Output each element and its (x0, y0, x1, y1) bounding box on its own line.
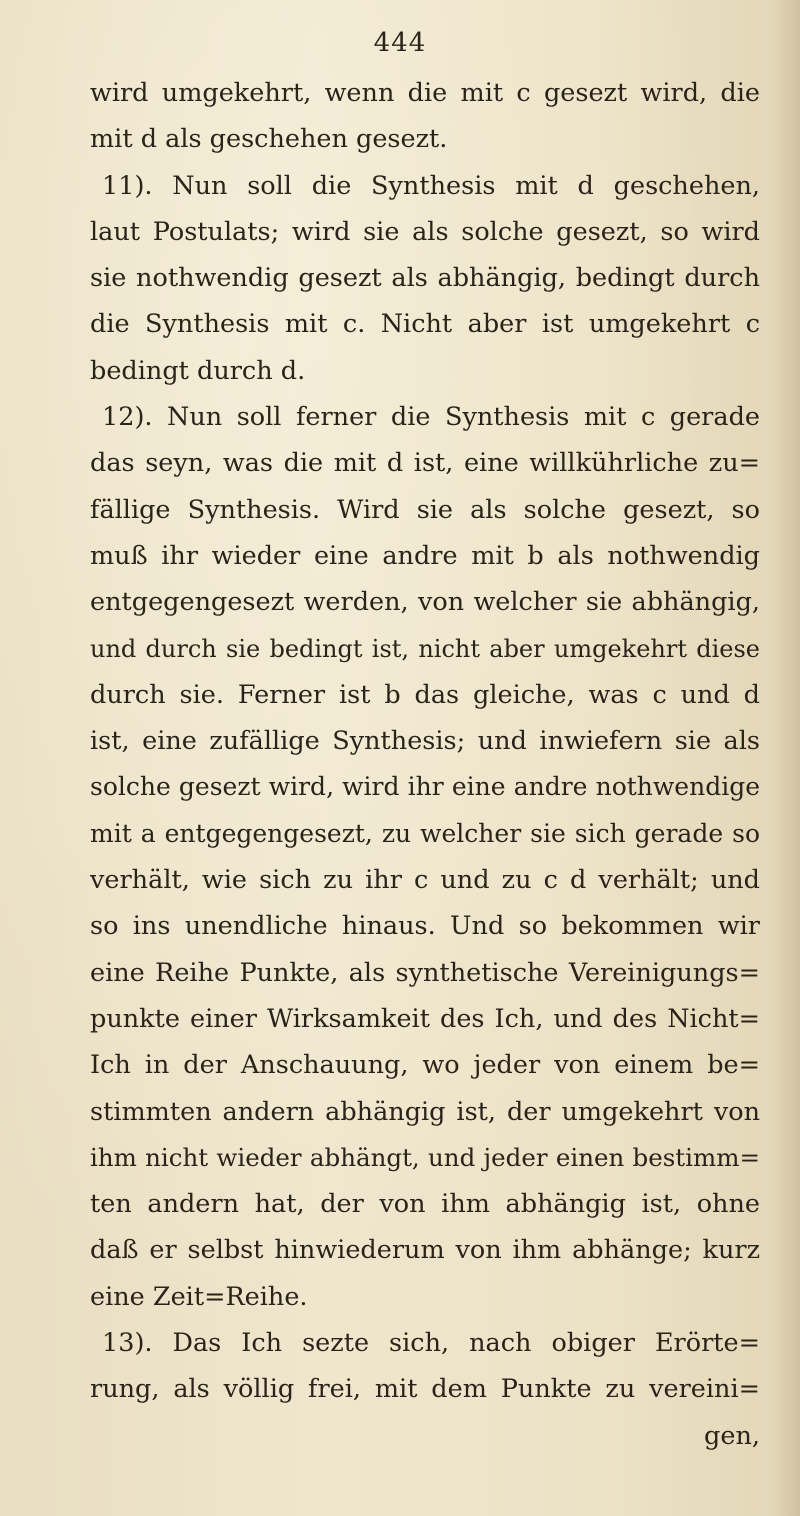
paragraph-13-start: 13). Das Ich sezte sich, nach obiger Erörte= (102, 1328, 760, 1359)
text-line: ihm nicht wieder abhängt, und jeder einen bestimm= (90, 1142, 760, 1172)
paragraph-12-start: 12). Nun soll ferner die Synthesis mit c gerade (102, 402, 760, 433)
text-line: mit a entgegengesezt, zu welcher sie sich gerade so (90, 818, 760, 848)
text-line: gen, (704, 1420, 760, 1451)
text-line: das seyn, was die mit d ist, eine willkührliche zu= (90, 448, 760, 479)
text-line: die Synthesis mit c. Nicht aber ist umgekehrt c (90, 309, 760, 340)
text-line: ten andern hat, der von ihm abhängig ist, ohne (90, 1189, 760, 1220)
page-edge-shadow (772, 0, 800, 1516)
text-line: ist, eine zufällige Synthesis; und inwiefern sie als (90, 726, 760, 757)
text-line: rung, als völlig frei, mit dem Punkte zu vereini= (90, 1374, 760, 1405)
text-line: daß er selbst hinwiederum von ihm abhänge; kurz (90, 1235, 760, 1266)
text-line: mit d als geschehen gesezt. (90, 124, 448, 155)
text-line: laut Postulats; wird sie als solche gesezt, so wird (90, 216, 760, 247)
text-line: solche gesezt wird, wird ihr eine andre nothwendige (90, 772, 760, 802)
text-line: punkte einer Wirksamkeit des Ich, und des Nicht= (90, 1003, 760, 1034)
text-line: eine Reihe Punkte, als synthetische Vereinigungs= (90, 957, 760, 988)
text-line: sie nothwendig gesezt als abhängig, bedingt durch (90, 263, 760, 294)
text-line: bedingt durch d. (90, 355, 306, 386)
text-line: und durch sie bedingt ist, nicht aber umgekehrt diese (90, 634, 760, 663)
text-line: entgegengesezt werden, von welcher sie abhängig, (90, 587, 760, 618)
text-line: so ins unendliche hinaus. Und so bekommen wir (90, 911, 760, 942)
text-line: fällige Synthesis. Wird sie als solche gesezt, so (90, 494, 760, 525)
page-number: 444 (373, 28, 427, 58)
paragraph-11-start: 11). Nun soll die Synthesis mit d geschehen, (102, 170, 760, 201)
text-line: Ich in der Anschauung, wo jeder von einem be= (90, 1050, 760, 1081)
text-line: eine Zeit=Reihe. (90, 1281, 308, 1312)
text-line: verhält, wie sich zu ihr c und zu c d verhält; und (90, 865, 760, 896)
text-line: muß ihr wieder eine andre mit b als nothwendig (90, 540, 760, 571)
text-line: stimmten andern abhängig ist, der umgekehrt von (90, 1096, 760, 1127)
body-text (90, 70, 760, 1459)
text-line: wird umgekehrt, wenn die mit c gesezt wird, die (90, 78, 760, 108)
text-line: durch sie. Ferner ist b das gleiche, was c und d (90, 679, 760, 710)
